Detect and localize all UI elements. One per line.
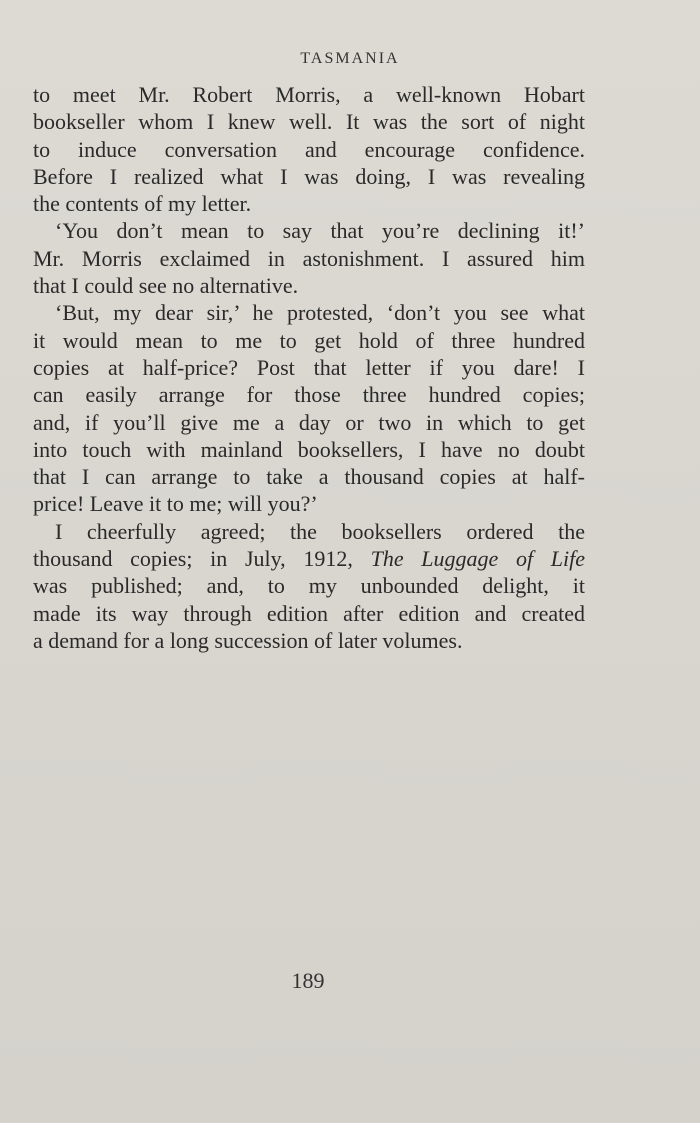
text-line: into touch with mainland booksellers, I have no doubt [33,436,585,462]
text-line: and, if you’ll give me a day or two in which to get [33,409,585,435]
text-line: the contents of my letter. [33,191,252,217]
text-line: that I could see no alternative. [33,273,299,299]
text-line: made its way through edition after edition and created [33,600,585,626]
paragraph-3 [33,299,585,517]
book-title: The Luggage of Life [370,546,585,572]
text-line: it would mean to me to get hold of three hundred [33,327,585,353]
text-line: ‘But, my dear sir,’ he protested, ‘don’t you see what [55,300,585,326]
text-span: thousand copies; in July, 1912, [33,546,371,572]
text-line: Before I realized what I was doing, I was revealing [33,163,585,189]
paragraph-2 [33,217,585,299]
text-line: was published; and, to my unbounded delight, it [33,573,585,599]
page-number: 189 [291,968,325,993]
text-line: ‘You don’t mean to say that you’re declining it!’ [55,218,585,244]
text-line: to meet Mr. Robert Morris, a well-known Hobart [33,82,585,107]
running-head: TASMANIA [300,50,400,67]
body-text [33,81,585,654]
text-line: bookseller whom I knew well. It was the sort of night [33,109,585,135]
text-line: copies at half-price? Post that letter if you dare! I [33,354,585,380]
paragraph-1 [33,81,585,217]
text-line: price! Leave it to me; will you?’ [33,491,318,517]
text-line: a demand for a long succession of later volumes. [33,627,463,653]
text-line: that I can arrange to take a thousand copies at half- [33,464,585,490]
text-line: Mr. Morris exclaimed in astonishment. I assured him [33,245,585,271]
text-line: I cheerfully agreed; the booksellers ordered the [55,518,585,544]
text-line: can easily arrange for those three hundred copies; [33,382,585,408]
paragraph-4 [33,518,585,654]
text-line [33,545,585,572]
text-line: to induce conversation and encourage confidence. [33,136,585,162]
